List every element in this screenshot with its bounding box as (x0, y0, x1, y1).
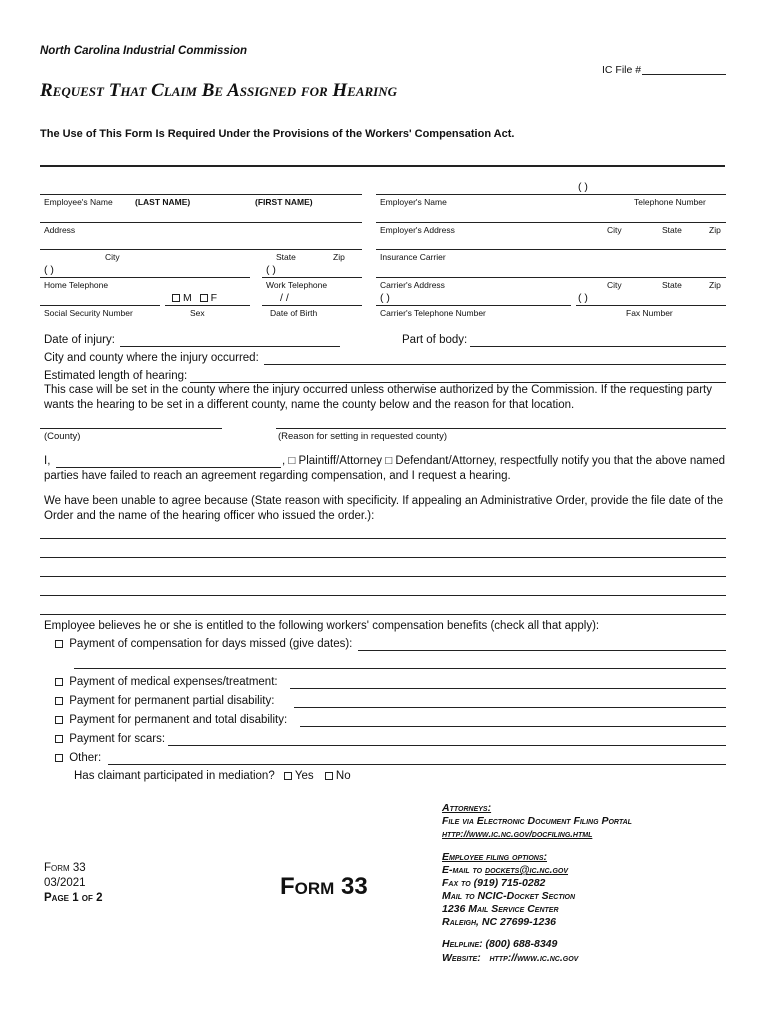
mediation-yes-checkbox[interactable] (284, 772, 292, 780)
benefit-label: Payment for permanent partial disability: (69, 695, 275, 707)
employee-state-label: State (276, 252, 296, 262)
party-role-text: , □ Plaintiff/Attorney □ Defendant/Attorney, respectfully notify you that the above named (282, 455, 726, 467)
employee-address-label: Address (44, 225, 76, 235)
employer-address-label: Employer's Address (380, 225, 455, 235)
mediation-question: Has claimant participated in mediation? (74, 770, 275, 782)
employer-city-label: City (607, 225, 622, 235)
helpline: Helpline: (800) 688-8349 (442, 938, 558, 950)
last-name-label: (LAST NAME) (135, 197, 191, 207)
ic-file-label: IC File # (602, 64, 642, 76)
hearing-length-label: Estimated length of hearing: (44, 370, 188, 382)
reason-line-5[interactable] (40, 614, 726, 615)
employer-tel-paren: ( ) (578, 181, 588, 193)
sex-label: Sex (190, 308, 205, 318)
unable-line1: We have been unable to agree because (State reason with specificity. If appealing an Administrative Order, provide the file date of the (44, 495, 724, 507)
website-url[interactable]: http://www.ic.nc.gov (489, 952, 579, 964)
benefit-checkbox[interactable] (55, 754, 63, 762)
header-divider (40, 165, 725, 167)
commission-name: North Carolina Industrial Commission (40, 45, 248, 57)
sex-f-checkbox[interactable] (200, 294, 208, 302)
home-tel-paren: ( ) (44, 264, 54, 276)
benefit-label: Payment of medical expenses/treatment: (69, 676, 278, 688)
benefit-item (55, 714, 287, 726)
benefit-checkbox[interactable] (55, 716, 63, 724)
other-field[interactable] (108, 764, 726, 765)
employer-zip-label: Zip (709, 225, 721, 235)
sex-options (172, 292, 217, 304)
employer-state-label: State (662, 225, 682, 235)
city-county-label: City and county where the injury occurred: (44, 352, 259, 364)
form-date: 03/2021 (44, 877, 86, 889)
date-of-injury-field[interactable] (120, 346, 340, 347)
county-field[interactable] (40, 428, 222, 429)
benefit-item (55, 676, 278, 688)
reason-line-3[interactable] (40, 576, 726, 577)
carrier-address-field[interactable] (376, 277, 726, 278)
reason-label: (Reason for setting in requested county) (278, 431, 447, 442)
benefit-checkbox[interactable] (55, 735, 63, 743)
benefit-checkbox[interactable] (55, 678, 63, 686)
email-line (442, 864, 568, 876)
part-of-body-label: Part of body: (402, 334, 468, 346)
attorneys-heading: Attorneys: (442, 802, 492, 814)
work-tel-label: Work Telephone (266, 280, 328, 290)
carrier-tel-paren: ( ) (380, 292, 390, 304)
mediation-yes-label: Yes (294, 770, 314, 782)
employee-name-field[interactable] (40, 194, 362, 195)
ssn-label: Social Security Number (44, 308, 133, 318)
form-title: Request That Claim Be Assigned for Hearing (40, 80, 397, 101)
date-of-injury-label: Date of injury: (44, 334, 115, 346)
reason-field[interactable] (276, 428, 726, 429)
website-line (442, 952, 578, 964)
carrier-state-label: State (662, 280, 682, 290)
requester-name-field[interactable] (56, 467, 281, 468)
statement-line2: parties have failed to reach an agreement regarding compensation, and I request a hearing. (44, 470, 511, 482)
form-subtitle: The Use of This Form Is Required Under the Provisions of the Workers' Compensation Act. (40, 128, 515, 140)
benefit-checkbox[interactable] (55, 697, 63, 705)
work-tel-paren: ( ) (266, 264, 276, 276)
city-county-field[interactable] (264, 364, 726, 365)
unable-line2: Order and the name of the hearing officer who issued the order.): (44, 510, 375, 522)
reason-line-4[interactable] (40, 595, 726, 596)
carrier-address-label: Carrier's Address (380, 280, 445, 290)
employee-city-field[interactable] (40, 249, 362, 250)
benefit-label: Payment for permanent and total disability: (69, 714, 288, 726)
dob-field[interactable] (262, 305, 362, 306)
carrier-tel-label: Carrier's Telephone Number (380, 308, 486, 318)
employer-tel-label: Telephone Number (634, 197, 706, 207)
employee-zip-label: Zip (333, 252, 345, 262)
county-label: (County) (44, 431, 81, 442)
carrier-tel-field[interactable] (376, 305, 571, 306)
email-link[interactable]: dockets@ic.nc.gov (485, 864, 569, 876)
email-prefix: E-mail to (442, 864, 483, 876)
sex-m-checkbox[interactable] (172, 294, 180, 302)
benefits-intro: Employee believes he or she is entitled to the following workers' compensation benefits (check all that apply): (44, 620, 600, 632)
benefit-item (55, 638, 352, 650)
employer-name-field[interactable] (376, 194, 726, 195)
carrier-city-label: City (607, 280, 622, 290)
ssn-field[interactable] (40, 305, 160, 306)
medical-field[interactable] (290, 688, 726, 689)
employee-city-label: City (105, 252, 120, 262)
benefit-label: Other: (69, 752, 102, 764)
reason-line-2[interactable] (40, 557, 726, 558)
dob-label: Date of Birth (270, 308, 318, 318)
page-number: Page 1 of 2 (44, 892, 103, 904)
mediation-no-label: No (335, 770, 351, 782)
home-tel-label: Home Telephone (44, 280, 109, 290)
website-label: Website: (442, 952, 481, 964)
insurance-carrier-label: Insurance Carrier (380, 252, 446, 262)
benefit-label: Payment for scars: (69, 733, 166, 745)
city-line: Raleigh, NC 27699-1236 (442, 916, 556, 928)
county-note-line2: wants the hearing to be set in a different county, name the county below and the reason for that location. (44, 399, 575, 411)
portal-link[interactable]: http://www.ic.nc.gov/docfiling.html (442, 829, 593, 840)
sex-f-label: F (210, 292, 218, 304)
form-number: Form 33 (44, 862, 86, 874)
carrier-zip-label: Zip (709, 280, 721, 290)
dob-slashes: / / (280, 292, 289, 304)
county-note-line1: This case will be set in the county where the injury occurred unless otherwise authorized by the Commission. If the requesting party (44, 384, 712, 396)
employee-address-field[interactable] (40, 222, 362, 223)
sex-field (165, 305, 250, 306)
mail-line: Mail to NCIC-Docket Section (442, 890, 576, 902)
fax-line: Fax to (919) 715-0282 (442, 877, 546, 889)
insurance-carrier-field[interactable] (376, 249, 726, 250)
options-heading: Employee filing options: (442, 851, 548, 863)
street-line: 1236 Mail Service Center (442, 903, 559, 915)
benefit-item (55, 752, 101, 764)
fax-paren: ( ) (578, 292, 588, 304)
days-missed-field[interactable] (358, 650, 726, 651)
sex-m-label: M (183, 292, 192, 304)
days-missed-field-2[interactable] (74, 668, 726, 669)
employer-address-field[interactable] (376, 222, 726, 223)
reason-line-1[interactable] (40, 538, 726, 539)
employer-name-label: Employer's Name (380, 197, 447, 207)
fax-field[interactable] (576, 305, 726, 306)
mediation-no-checkbox[interactable] (325, 772, 333, 780)
i-label: I, (44, 455, 51, 467)
benefit-checkbox[interactable] (55, 640, 63, 648)
benefit-item (55, 695, 274, 707)
ppd-field[interactable] (294, 707, 726, 708)
first-name-label: (FIRST NAME) (255, 197, 313, 207)
ptd-field[interactable] (300, 726, 726, 727)
mediation-row (74, 770, 351, 782)
employee-name-label: Employee's Name (44, 197, 113, 207)
home-tel-field[interactable] (40, 277, 250, 278)
scars-field[interactable] (168, 745, 726, 746)
benefit-item (55, 733, 165, 745)
part-of-body-field[interactable] (470, 346, 726, 347)
benefit-label: Payment of compensation for days missed (give dates): (69, 638, 353, 650)
form-big-label: Form 33 (280, 873, 368, 900)
fax-label: Fax Number (626, 308, 673, 318)
hearing-length-field[interactable] (190, 382, 726, 383)
attorneys-line: File via Electronic Document Filing Portal (442, 815, 632, 827)
ic-file-field[interactable] (642, 74, 726, 75)
work-tel-field[interactable] (262, 277, 362, 278)
